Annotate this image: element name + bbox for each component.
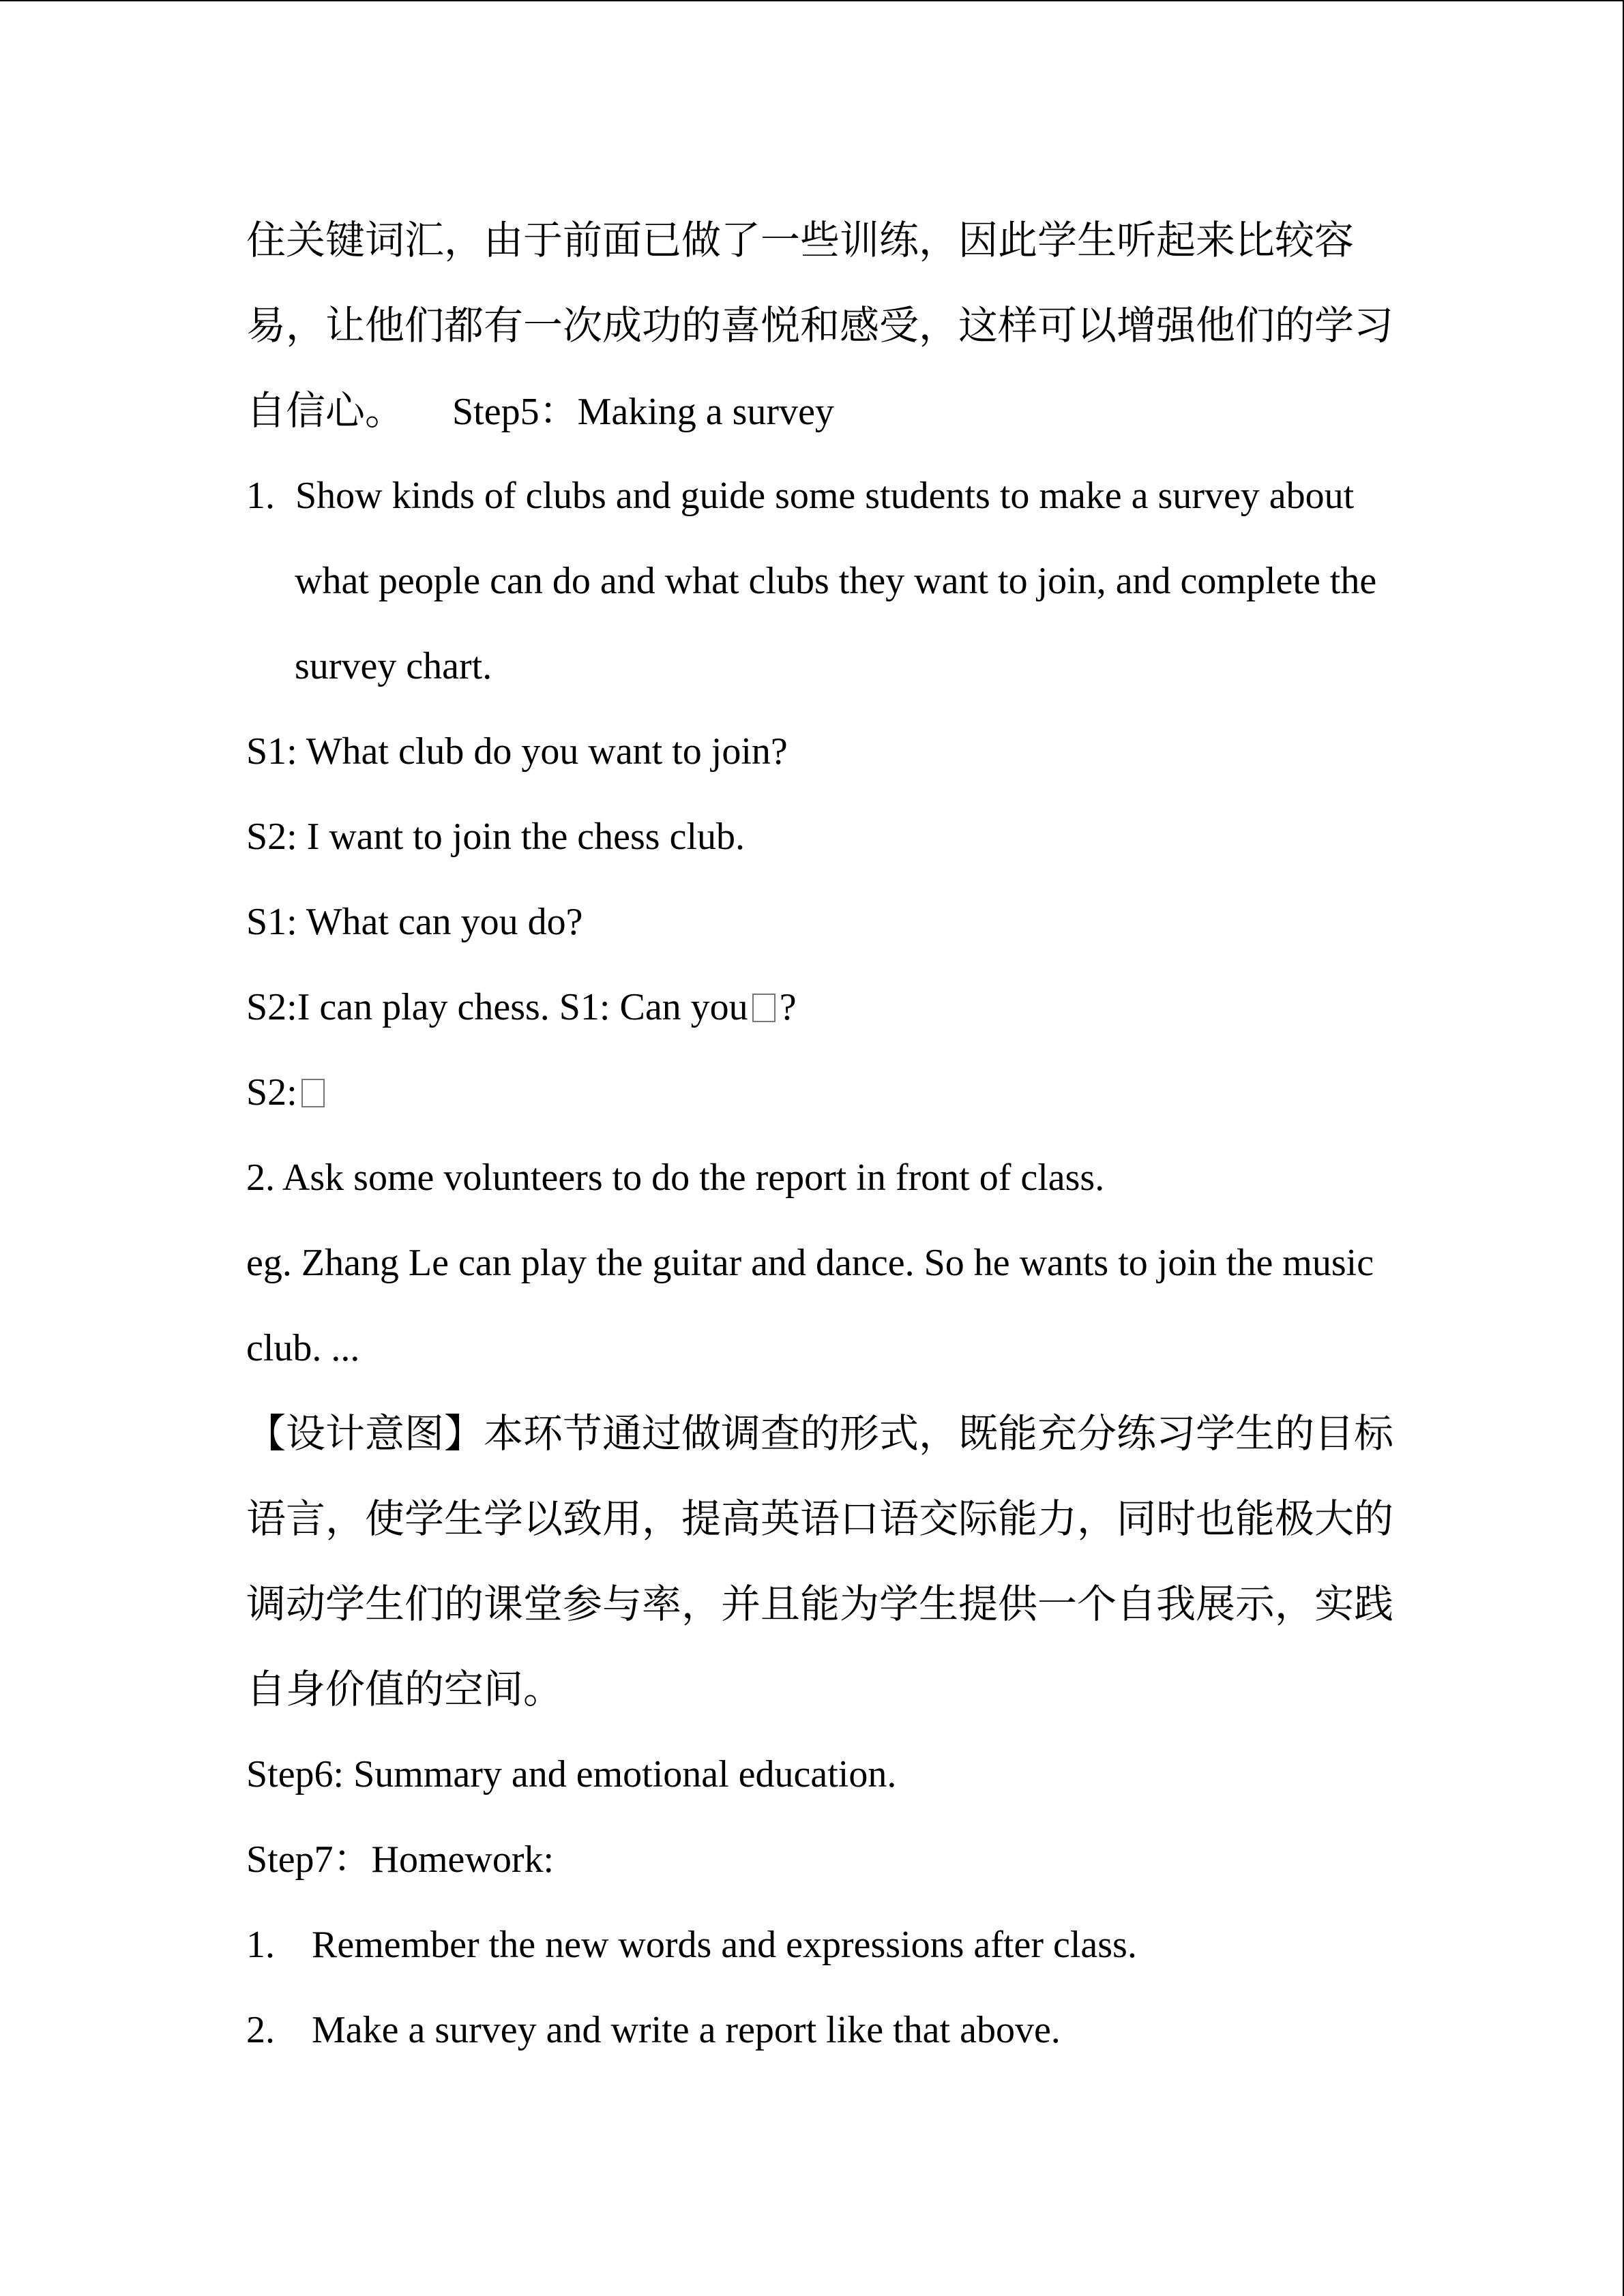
paragraph-line (246, 368, 834, 453)
list-item (246, 1903, 1137, 1988)
list-number: 1. (246, 475, 275, 517)
paragraph-line: 2. Ask some volunteers to do the report in front of class. (246, 1157, 1105, 1199)
dialogue-line (246, 965, 797, 1050)
paragraph-line: 易，让他们都有一次成功的喜悦和感受，这样可以增强他们的学习 (246, 303, 1394, 348)
text: S2:I can play chess. S1: Can you (246, 986, 748, 1028)
paragraph-line: 自身价值的空间。 (246, 1667, 563, 1712)
step6-heading: Step6: Summary and emotional education. (246, 1753, 897, 1795)
paragraph-line: what people can do and what clubs they want to join, and complete the (295, 560, 1377, 602)
list-number: 2. (246, 2009, 275, 2051)
step7-heading: Step7：Homework: (246, 1838, 555, 1881)
text: Make a survey and write a report like that above. (312, 2009, 1061, 2051)
dialogue-line: S1: What can you do? (246, 901, 583, 943)
step5-heading: Step5：Making a survey (452, 391, 834, 433)
paragraph-line: club. ... (246, 1327, 360, 1369)
list-number: 1. (246, 1924, 275, 1966)
paragraph-line: 【设计意图】本环节通过做调查的形式，既能充分练习学生的目标 (246, 1412, 1394, 1456)
text: ? (779, 986, 797, 1028)
paragraph-line: survey chart. (295, 645, 492, 687)
text: 自信心。 (246, 389, 405, 433)
text: S2: (246, 1071, 297, 1114)
dialogue-line (246, 1050, 329, 1135)
text: Remember the new words and expressions after class. (312, 1924, 1137, 1966)
dialogue-line: S2: I want to join the chess club. (246, 816, 745, 858)
text: Show kinds of clubs and guide some students to make a survey about (295, 475, 1355, 517)
paragraph-line: 调动学生们的课堂参与率，并且能为学生提供一个自我展示，实践 (246, 1582, 1394, 1626)
dialogue-line: S1: What club do you want to join? (246, 730, 788, 773)
list-item (246, 1988, 1061, 2073)
missing-glyph-box (301, 1079, 325, 1107)
missing-glyph-box (752, 994, 776, 1022)
paragraph-line: 语言，使学生学以致用，提高英语口语交际能力，同时也能极大的 (246, 1497, 1394, 1541)
list-item (246, 453, 1354, 539)
paragraph-line: eg. Zhang Le can play the guitar and dance. So he wants to join the music (246, 1242, 1374, 1284)
paragraph-line: 住关键词汇，由于前面已做了一些训练，因此学生听起来比较容 (246, 218, 1355, 263)
